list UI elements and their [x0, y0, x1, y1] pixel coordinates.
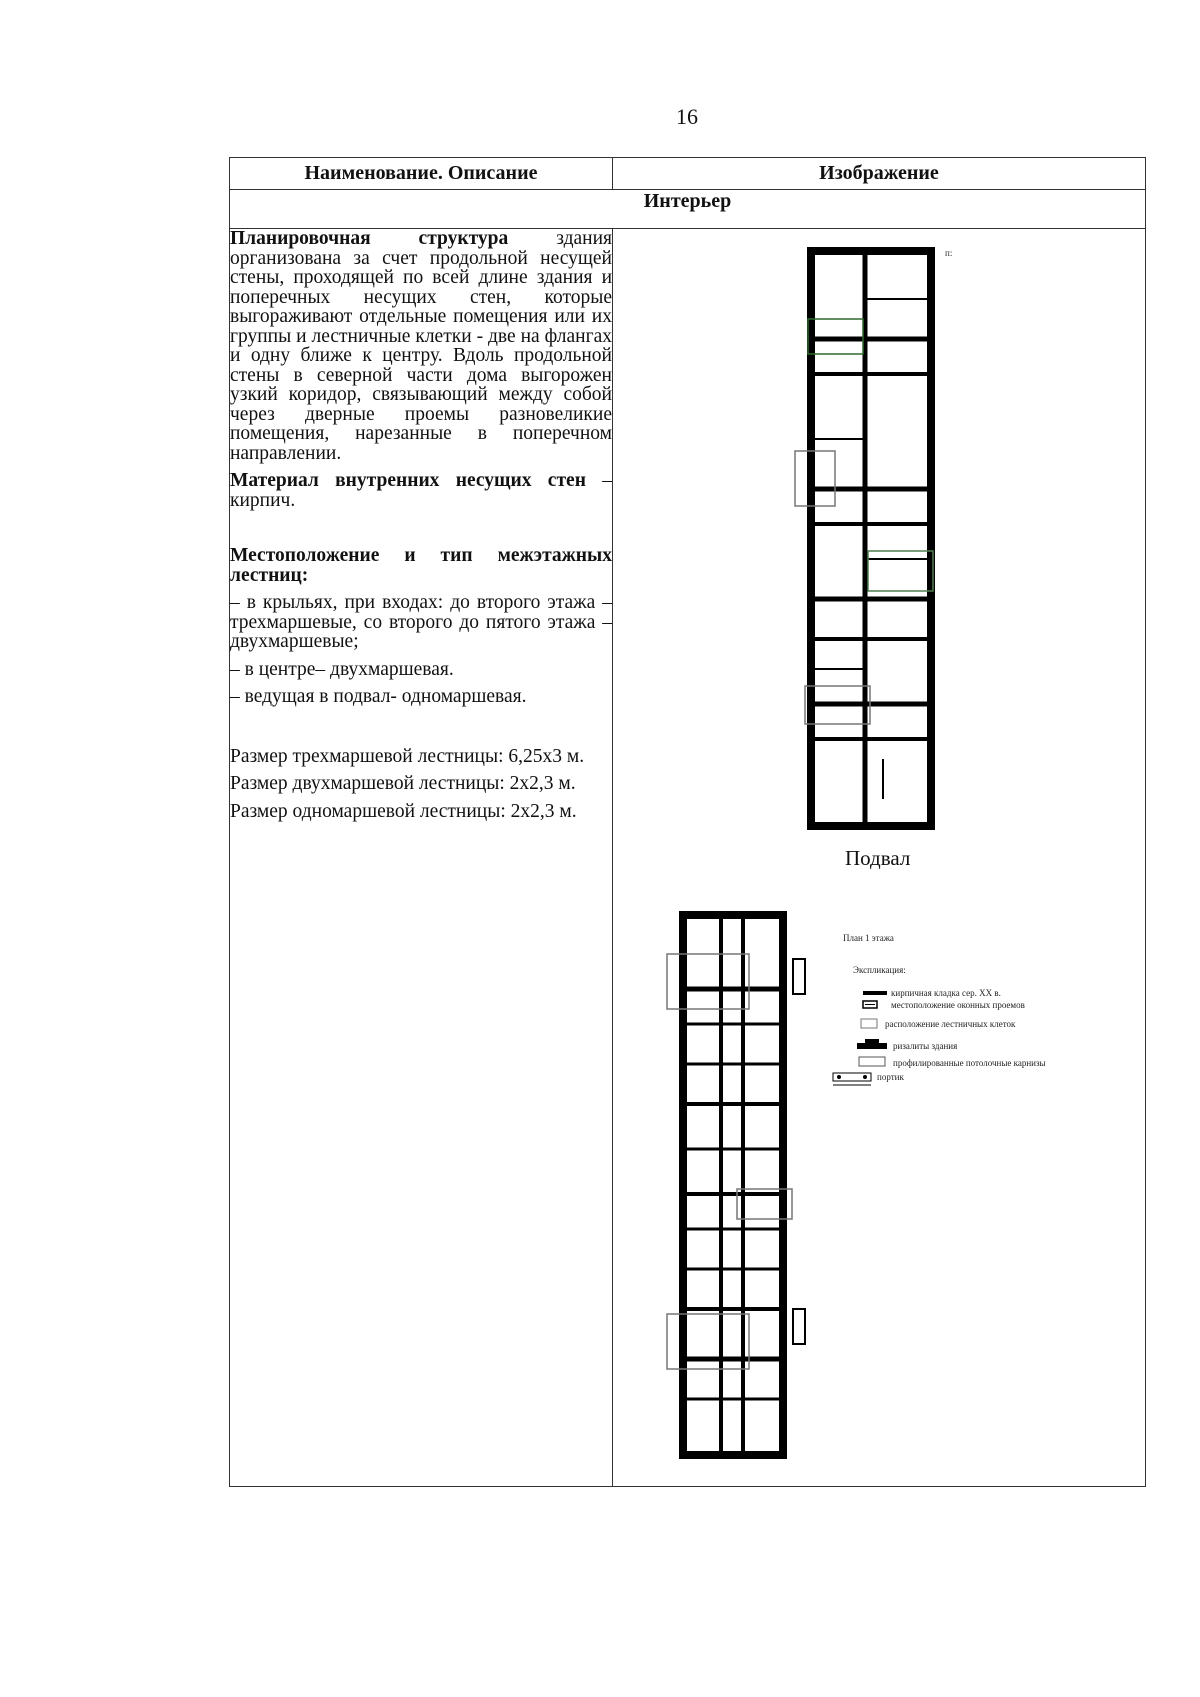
legend-stair-symbol: [861, 1019, 877, 1028]
description-cell: [230, 229, 613, 1487]
page-number: 16: [676, 104, 698, 129]
basement-caption: Подвал: [845, 846, 911, 870]
paragraph-stairs-center: – в центре– двухмаршевая.: [230, 658, 454, 680]
paragraph-stairs-heading: [230, 546, 612, 585]
legend-brick-symbol: [863, 991, 887, 995]
corner-mark: п:: [945, 248, 953, 258]
image-cell: [613, 229, 1146, 1487]
plan-legend: [823, 929, 1113, 1129]
legend-item-brick: кирпичная кладка сер. XX в.: [891, 988, 1001, 998]
material-text: – кирпич.: [230, 470, 613, 511]
paragraph-material: [230, 471, 612, 510]
paragraph-size-two-flight: Размер двухмаршевой лестницы: 2х2,3 м.: [230, 773, 576, 794]
structure-text: здания организована за счет продольной несущей стены, проходящей по всей длине здания и поперечных несущих стен, которые выгораживают отдельные помещения или их группы и лестничные клетки - две на флангах и одну ближе к центру. Вдоль продольной стены в северной части дома выгорожен узкий коридор, связывающий между собой через дверные проемы разновеликие помещения, нарезанные в поперечном направлении.: [230, 228, 613, 464]
column-header-description: Наименование. Описание: [230, 158, 613, 190]
structure-heading: Планировочная структура: [230, 228, 509, 249]
stairs-heading: Местоположение и тип межэтажных лестниц:: [230, 545, 612, 586]
legend-item-stairs: расположение лестничных клеток: [885, 1019, 1016, 1029]
legend-risalit-symbol: [857, 1039, 887, 1049]
paragraph-stairs-basement: – ведущая в подвал- одномаршевая.: [230, 686, 527, 707]
legend-cornice-symbol: [859, 1057, 885, 1066]
material-heading: Материал внутренних несущих стен: [230, 470, 586, 491]
legend-item-risalits: ризалиты здания: [893, 1041, 958, 1051]
legend-window-symbol: [863, 1001, 877, 1008]
column-header-image: Изображение: [613, 158, 1146, 190]
paragraph-size-three-flight: Размер трехмаршевой лестницы: 6,25х3 м.: [230, 745, 585, 767]
paragraph-size-one-flight: Размер одномаршевой лестницы: 2х2,3 м.: [230, 800, 577, 822]
legend-item-cornices: профилированные потолочные карнизы: [893, 1058, 1046, 1068]
paragraph-stairs-wings: – в крыльях, при входах: до второго этажа – трехмаршевые, со второго до пятого этажа – двухмаршевые;: [230, 592, 612, 652]
paragraph-structure: [230, 229, 612, 463]
legend-item-portico: портик: [877, 1072, 904, 1082]
section-title: Интерьер: [230, 190, 1146, 229]
legend-item-windows: местоположение оконных проемов: [891, 1000, 1025, 1010]
legend-title: Экспликация:: [853, 965, 906, 975]
legend-portico-symbol: [833, 1073, 871, 1085]
description-table: [229, 157, 1146, 1487]
basement-plan-drawing: [793, 239, 1013, 839]
plan1-title: План 1 этажа: [843, 933, 894, 943]
